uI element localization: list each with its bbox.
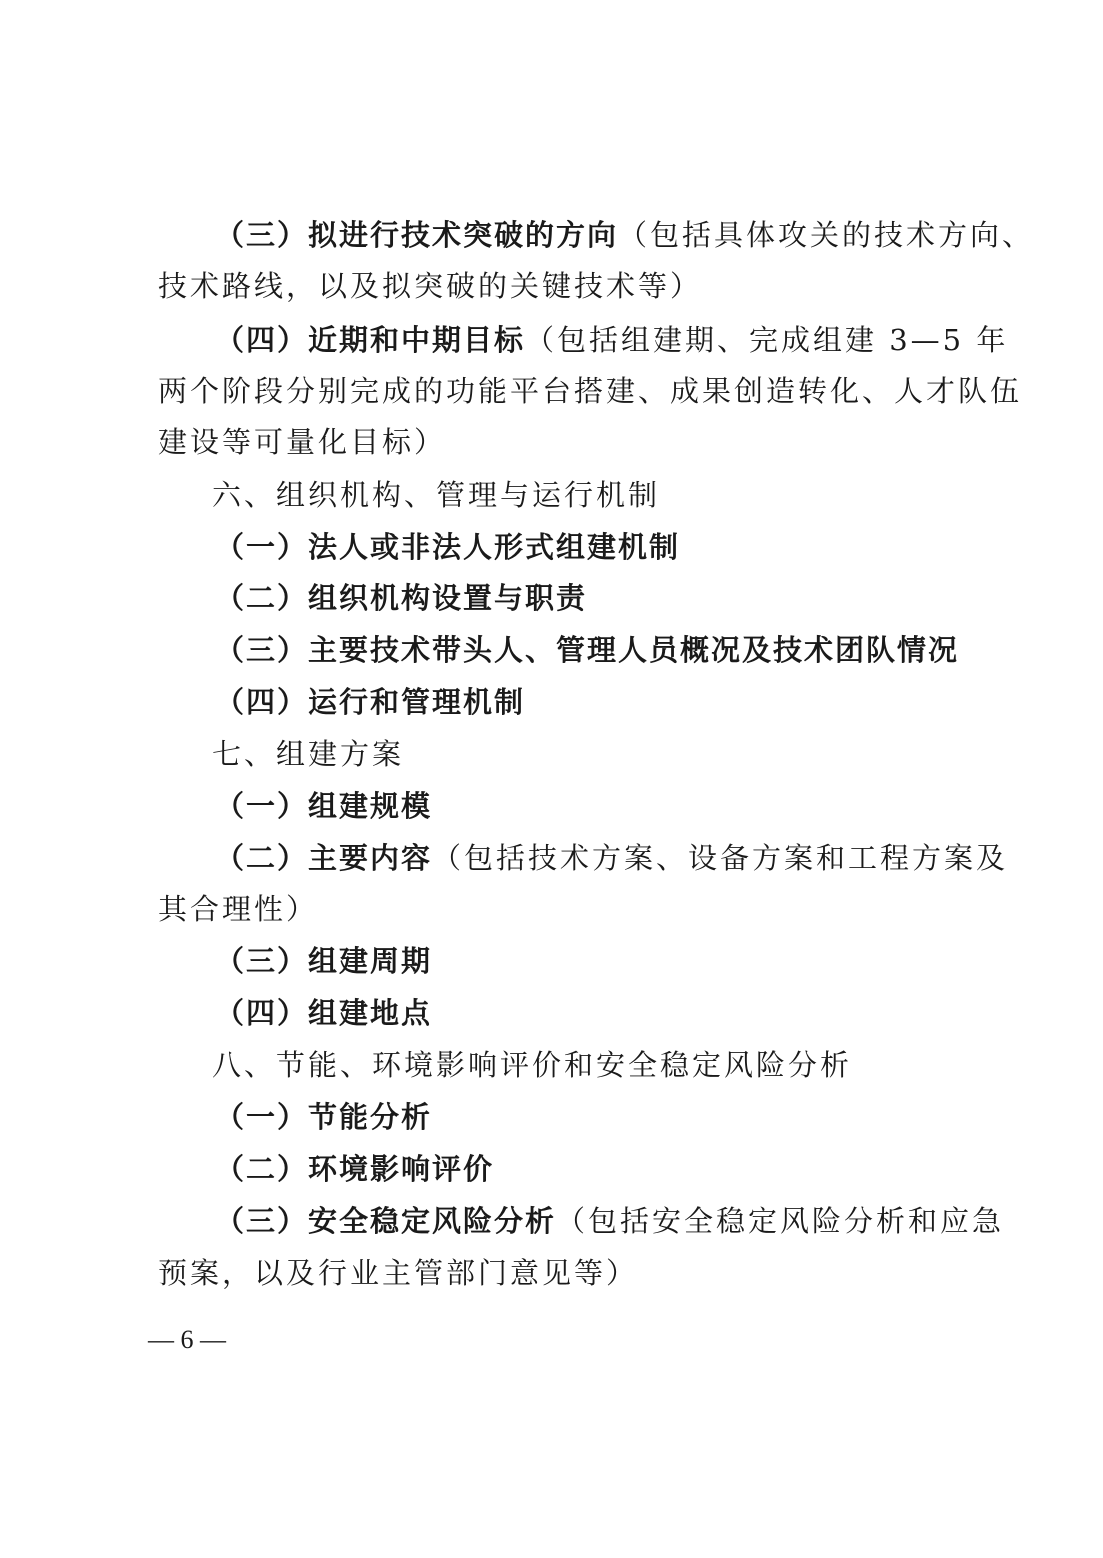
heading-6-4: （四）运行和管理机制 — [215, 685, 526, 719]
section-6-heading — [212, 475, 660, 515]
section-7-heading — [212, 734, 404, 774]
section-7-4 — [215, 993, 432, 1033]
section-8-1 — [215, 1097, 432, 1137]
section-6-2 — [215, 578, 587, 618]
note-5-4-cont-1: 两个阶段分别完成的功能平台搭建、成果创造转化、人才队伍 — [158, 374, 1023, 408]
section-8-3-line-2 — [158, 1253, 638, 1293]
section-6-3 — [215, 630, 959, 670]
section-7-1 — [215, 786, 432, 826]
section-6-1 — [215, 527, 680, 567]
note-5-3-cont: 技术路线，以及拟突破的关键技术等） — [158, 269, 703, 303]
heading-6-2: （二）组织机构设置与职责 — [215, 581, 588, 615]
section-7-3 — [215, 941, 432, 981]
section-5-4-line-2 — [158, 371, 1022, 411]
heading-8-1: （一）节能分析 — [215, 1100, 433, 1134]
heading-6-1: （一）法人或非法人形式组建机制 — [215, 530, 681, 564]
section-5-4-line-1 — [215, 320, 1008, 360]
heading-6: 六、组织机构、管理与运行机制 — [212, 478, 661, 512]
heading-7: 七、组建方案 — [212, 737, 405, 771]
note-7-2-cont: 其合理性） — [158, 892, 319, 926]
heading-5-4: （四）近期和中期目标 — [215, 323, 526, 357]
section-8-2 — [215, 1149, 494, 1189]
heading-8-3: （三）安全稳定风险分析 — [215, 1204, 557, 1238]
section-8-heading — [212, 1045, 852, 1085]
note-7-2: （包括技术方案、设备方案和工程方案及 — [432, 841, 1009, 875]
heading-7-4: （四）组建地点 — [215, 996, 433, 1030]
section-5-3-line-2 — [158, 266, 702, 306]
section-5-4-line-3 — [158, 422, 446, 462]
section-7-2-line-2 — [158, 889, 318, 929]
heading-7-1: （一）组建规模 — [215, 789, 433, 823]
page-number: — 6 — — [148, 1325, 226, 1354]
note-5-4: （包括组建期、完成组建 3—5 年 — [525, 323, 1009, 357]
heading-7-2: （二）主要内容 — [215, 841, 433, 875]
note-5-3: （包括具体攻关的技术方向、 — [618, 218, 1035, 252]
section-8-3-line-1 — [215, 1201, 1004, 1241]
section-7-2-line-1 — [215, 838, 1008, 878]
note-8-3: （包括安全稳定风险分析和应急 — [556, 1204, 1005, 1238]
section-6-4 — [215, 682, 525, 722]
section-5-3-line-1 — [215, 215, 1034, 255]
note-8-3-cont: 预案，以及行业主管部门意见等） — [158, 1256, 639, 1290]
heading-7-3: （三）组建周期 — [215, 944, 433, 978]
note-5-4-cont-2: 建设等可量化目标） — [158, 425, 447, 459]
heading-6-3: （三）主要技术带头人、管理人员概况及技术团队情况 — [215, 633, 960, 667]
heading-8-2: （二）环境影响评价 — [215, 1152, 495, 1186]
heading-5-3: （三）拟进行技术突破的方向 — [215, 218, 619, 252]
heading-8: 八、节能、环境影响评价和安全稳定风险分析 — [212, 1048, 853, 1082]
